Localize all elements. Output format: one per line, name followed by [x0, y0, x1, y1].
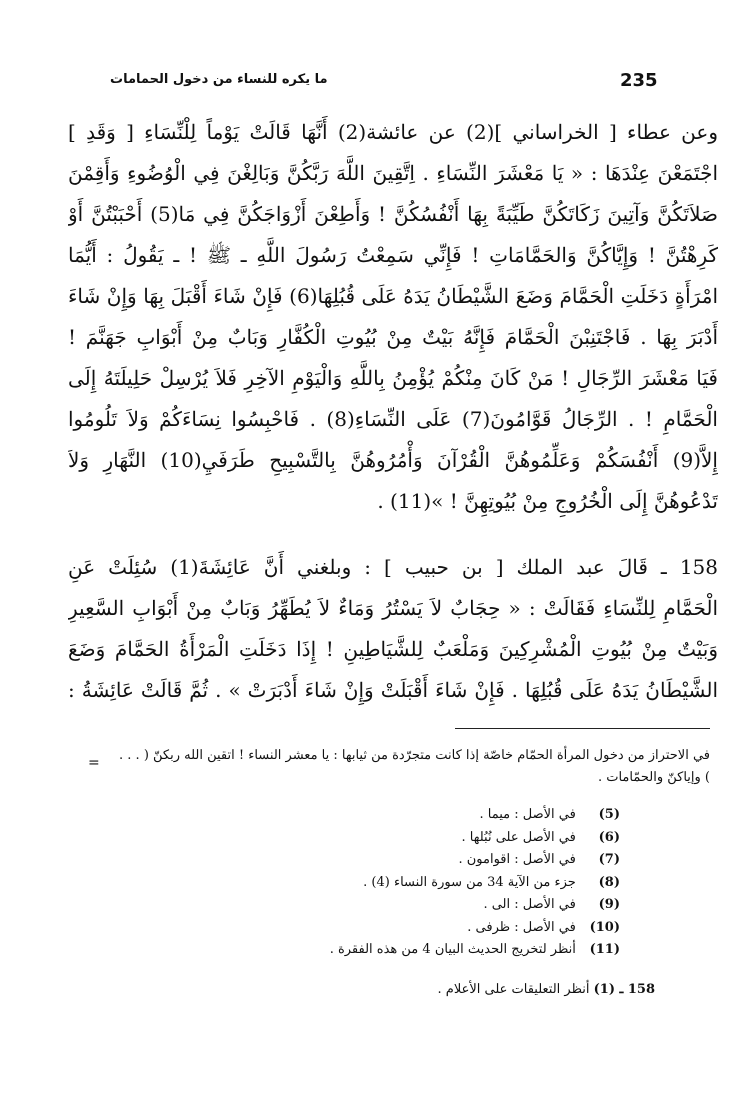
footnote-item [300, 827, 620, 850]
footnote-text: أنظر التعليقات على الأعلام . [437, 982, 590, 997]
text-line: الشَّيْطَانُ يَدَهُ عَلَى قُبُلِهَا . فَإِنْ شَاءَ أَقْبَلَتْ وَإِنْ شَاءَ أَدْبَرَتْ » . ثُمَّ قَالَتْ عَائِشَةُ : [68, 678, 718, 702]
text-line: فَيَا مَعْشَرَ الرِّجَالِ ! مَنْ كَانَ مِنْكُمْ يُؤْمِنُ بِاللَّهِ وَالْيَوْمِ الآخِرِ فَلاَ يُرْسِلْ حَلِيلَتَهُ إِلَى [68, 366, 718, 390]
footnote-number: (5) [598, 807, 620, 822]
footnote-divider [455, 728, 710, 729]
footnote-text: في الأصل على نُبُلها . [461, 829, 576, 845]
footnote-text: في الأصل : الى . [483, 897, 576, 912]
footnote-item [300, 894, 620, 917]
footnote-item [300, 939, 620, 962]
text-line: صَلاَتَكُنَّ وَآتِينَ زَكَاتَكُنَّ طَيِّبَةً بِهَا أَنْفُسُكُنَّ ! وَأَطِعْنَ أَزْوَاجَكُنَّ فِي مَا(5) أَحْبَبْتُنَّ أَوْ [68, 202, 718, 226]
text-line: وَبَيْتٌ مِنْ بُيُوتِ الْمُشْرِكِينَ وَمَلْعَبٌ لِلشَّيَاطِينِ ! إِذَا دَخَلَتِ الْمَرْأَةُ الحَمَّامَ وَضَعَ [68, 637, 718, 661]
footnote-number: (6) [598, 829, 620, 845]
text-line: 158 ـ قَالَ عبد الملك [ بن حبيب ] : وبلغني أَنَّ عَائِشَةَ(1) سُئِلَتْ عَنِ [68, 555, 718, 579]
paragraph-158 [68, 547, 718, 711]
page-number: 235 [620, 70, 658, 91]
text-line: وعن عطاء [ الخراساني ](2) عن عائشة(2) أَنَّهَا قَالَتْ يَوْماً لِلْنِّسَاءِ [ وَقَدِ ] [68, 120, 718, 144]
footnote-item [300, 917, 620, 940]
text-line: تَدْعُوهُنَّ إِلَى الْخُرُوجِ مِنْ بُيُوتِهِنَّ ! »(11) . [377, 489, 718, 513]
footnote-continuation-mark: = [88, 755, 100, 771]
footnote-item [300, 872, 620, 895]
text-line: الْحَمَّامِ لِلنِّسَاءِ فَقَالَتْ : « حِجَابٌ لاَ يَسْتُرُ وَمَاءٌ لاَ يُطَهِّرُ وَبَابٌ مِنْ أَبْوَابِ السَّعِيرِ [68, 596, 718, 620]
text-line: امْرَأَةٍ دَخَلَتِ الْحَمَّامَ وَضَعَ الشَّيْطَانُ يَدَهُ عَلَى قُبُلِهَا(6) فَإِنْ شَاءَ أَقْبَلَ بِهَا وَإِنْ شَاءَ [68, 284, 718, 308]
text-line: أَدْبَرَ بِهَا . فَاجْتَنِبْنَ الْحَمَّامَ فَإِنَّهُ بَيْتٌ مِنْ بُيُوتِ الْكُفَّارِ وَبَابٌ مِنْ أَبْوَابِ جَهَنَّمَ ! [68, 325, 718, 349]
footnote-ref: 158 ـ (1) [593, 982, 655, 997]
footnote-item [300, 849, 620, 872]
footnote-number: (7) [598, 852, 620, 867]
footnote-text: أنظر لتخريج الحديث البيان 4 من هذه الفقرة . [329, 942, 576, 957]
footnote-number: (9) [598, 897, 620, 912]
text-line: الْحَمَّامِ ! . الرِّجَالُ قَوَّامُونَ(7) عَلَى النِّسَاءِ(8) . فَاحْبِسُوا نِسَاءَكُمْ وَلاَ تَلُومُوا [68, 407, 718, 431]
footnote-text: جزء من الآية 34 من سورة النساء (4) . [363, 874, 576, 890]
footnote-158-1 [395, 982, 655, 997]
text-line: إِلاَّ(9) أَنْفُسَكُمْ وَعَلِّمُوهُنَّ الْقُرْآنَ وَأْمُرُوهُنَّ بِالتَّسْبِيحِ طَرَفَيِ(10) النَّهَارِ وَلاَ [68, 448, 718, 472]
footnote-number: (10) [589, 919, 620, 935]
footnote-number: (8) [598, 874, 620, 890]
footnote-text: في الأصل : اقوامون . [458, 852, 576, 867]
footnote-text: في الأصل : ميما . [479, 807, 576, 822]
footnote-number: (11) [589, 942, 620, 957]
footnote-text: في الأصل : ظرفى . [467, 919, 576, 935]
footnote-continuation: في الاحتراز من دخول المرأة الحمّام خاصّة إذا كانت متجرّدة من ثيابها : يا معشر النساء ! اتقين الله ربكنّ ( . . . ) وإياكنّ والحمّامات . [119, 748, 710, 785]
text-line: كَرِهْتُنَّ ! وَإِيَّاكُنَّ وَالحَمَّامَاتِ ! فَإِنِّي سَمِعْتُ رَسُولَ اللَّهِ ـ ﷺ ! ـ يَقُولُ : أَيُّمَا [68, 243, 718, 267]
text-line: اجْتَمَعْنَ عِنْدَهَا : « يَا مَعْشَرَ النِّسَاءِ . اِتَّقِينَ اللَّهَ رَبَّكُنَّ وَبَالِغْنَ فِي الْوُضُوءِ وَأَقِمْنَ [68, 161, 718, 185]
footnote-list [300, 804, 620, 962]
running-title: ما يكره للنساء من دخول الحمامات [110, 72, 328, 87]
paragraph-hadith-aisha [68, 112, 718, 522]
footnote-item [300, 804, 620, 827]
